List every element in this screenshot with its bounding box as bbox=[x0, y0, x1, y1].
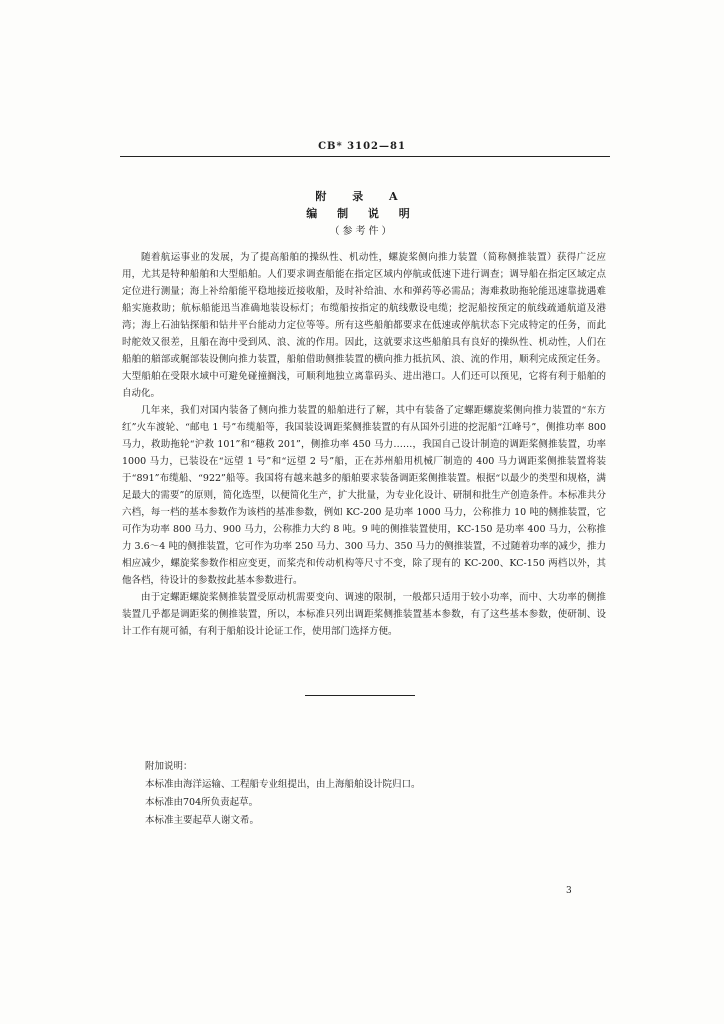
body-paragraph-2: 几年来，我们对国内装备了侧向推力装置的船舶进行了解，其中有装备了定螺距螺旋桨侧向推力装置的“东方红”火车渡轮、“邮电 1 号”布缆船等，我国装设调距桨侧推装置的有从国外引进的挖泥船“江峰号”，侧推功率 800 马力，救助拖轮“沪救 101”和“穗救 201”，侧推功率 450 马力……，我国自己设计制造的调距桨侧推装置，功率 1000 马力，已装设在“远望 1 号”和“远望 2 号”船，正在苏州船用机械厂制造的 400 马力调距桨侧推装置将装于“891”布缆船、“922”船等。我国将有越来越多的船舶要求装备调距桨侧推装置。根据“以最少的类型和规格，满足最大的需要”的原则，简化选型，以便简化生产，扩大批量，为专业化设计、研制和批生产创造条件。本标准共分六档，每一档的基本参数作为该档的基准参数，例如 KC-200 是功率 1000 马力，公称推力 10 吨的侧推装置，它可作为功率 800 马力、900 马力，公称推力大约 8 吨。9 吨的侧推装置使用，KC-150 是功率 400 马力，公称推力 3.6～4 吨的侧推装置，它可作为功率 250 马力、300 马力、350 马力的侧推装置，不过随着功率的减少，推力相应减少，螺旋桨参数作相应变更，而桨壳和传动机构等尺寸不变，除了现有的 KC-200、KC-150 两档以外，其他各档，待设计的参数按此基本参数进行。 bbox=[122, 405, 606, 586]
page-number: 3 bbox=[566, 886, 572, 896]
body-paragraph-3: 由于定螺距螺旋桨侧推装置受原动机需要变向、调速的限制，一般都只适用于较小功率，而中、大功率的侧推装置几乎都是调距桨的侧推装置，所以，本标准只列出调距桨侧推装置基本参数，有了这些基本参数，使研制、设计工作有规可循，有利于船舶设计论证工作，使用部门选择方便。 bbox=[122, 592, 606, 637]
notes-line-2: 本标准由704所负责起草。 bbox=[145, 797, 259, 808]
section-divider bbox=[305, 695, 415, 696]
body-text bbox=[122, 249, 606, 640]
notes-line-3: 本标准主要起草人谢文希。 bbox=[145, 815, 260, 826]
appendix-title: 附 录 A bbox=[315, 190, 409, 203]
appendix-note: （参考件） bbox=[329, 226, 395, 237]
standard-code: CB* 3102—81 bbox=[318, 141, 406, 152]
header-rule bbox=[120, 156, 610, 157]
body-paragraph-1: 随着航运事业的发展，为了提高船舶的操纵性、机动性，螺旋桨侧向推力装置（简称侧推装置）获得广泛应用，尤其是特种船舶和大型船舶。人们要求调查船能在指定区域内停航或低速下进行调查；调导船在指定区域定点定位进行测量；海上补给船能平稳地接近接收船，及时补给油、水和弹药等必需品；海难救助拖轮能迅速靠拢遇难船实施救助；航标船能迅当准确地装设标灯；布缆船按指定的航线敷设电缆；挖泥船按预定的航线疏通航道及港湾；海上石油钻探船和钻井平台能动力定位等等。所有这些船舶都要求在低速或停航状态下完成特定的任务，而此时舵效又很差，且船在海中受到风、浪、流的作用。因此，这就要求这些船舶具有良好的操纵性、机动性，人们在船舶的艏部或艉部装设侧向推力装置，船舶借助侧推装置的横向推力抵抗风、浪、流的作用，顺利完成预定任务。大型船舶在受限水域中可避免碰撞搁浅，可顺利地独立离靠码头、进出港口。人们还可以预见，它将有利于船舶的自动化。 bbox=[122, 252, 606, 399]
notes-line-1: 本标准由海洋运输、工程船专业组提出，由上海船舶设计院归口。 bbox=[145, 779, 421, 790]
appendix-subtitle: 编 制 说 明 bbox=[306, 207, 418, 220]
additional-notes bbox=[145, 758, 605, 830]
notes-heading: 附加说明： bbox=[145, 761, 193, 772]
